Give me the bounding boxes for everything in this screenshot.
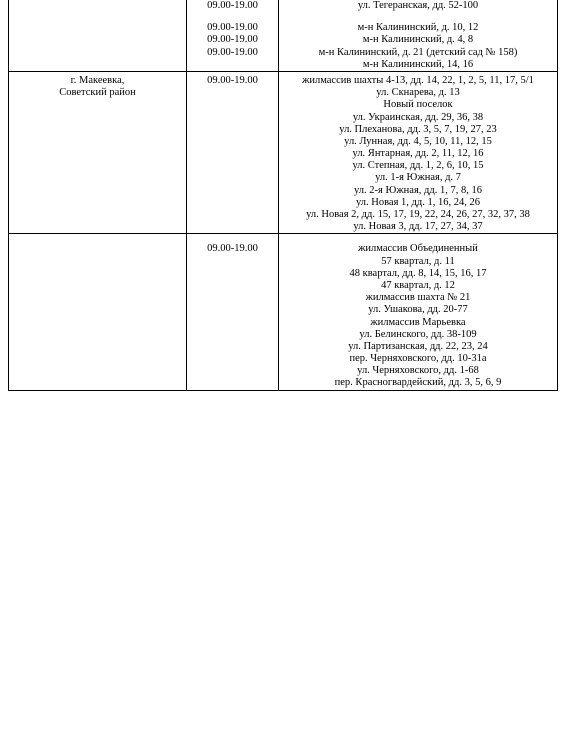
address-cell <box>279 0 558 71</box>
address-line: жилмассив шахта № 21 <box>365 292 471 304</box>
district-cell <box>9 71 187 233</box>
address-line: ул. Степная, дд. 1, 2, 6, 10, 15 <box>352 160 484 172</box>
district-name: Советский район <box>59 87 136 99</box>
time-cell <box>187 0 279 71</box>
address-line: м-н Калининский, д. 21 (детский сад № 158) <box>318 46 518 58</box>
address-line: ул. Янтарная, дд. 2, 11, 12, 16 <box>352 148 484 160</box>
address-line: 57 квартал, д. 11 <box>381 255 455 267</box>
district-text <box>9 0 186 12</box>
time-text: 09.00-19.00 <box>207 0 258 11</box>
time-cell <box>187 71 279 233</box>
address-line: м-н Калининский, д. 10, 12 <box>357 22 479 34</box>
district-city: г. Макеевка, <box>70 74 125 86</box>
address-line: ул. Плеханова, дд. 3, 5, 7, 19, 27, 23 <box>339 123 497 135</box>
address-line: ул. Ушакова, дд. 20-77 <box>368 304 468 316</box>
address-line: ул. Партизанская, дд. 22, 23, 24 <box>348 340 488 352</box>
address-line: пер. Черняховского, дд. 10-31а <box>349 353 487 365</box>
address-line: 48 квартал, дд. 8, 14, 15, 16, 17 <box>349 267 487 279</box>
address-line: Новый поселок <box>383 99 453 111</box>
time-text: 09.00-19.00 <box>207 22 258 34</box>
address-line: ул. Белинского, дд. 38-109 <box>359 328 477 340</box>
address-cell <box>279 71 558 233</box>
address-line: жилмассив шахты 4-13, дд. 14, 22, 1, 2, 5, 11, 17, 5/1 <box>302 74 534 86</box>
address-line: ул. Лунная, дд. 4, 5, 10, 11, 12, 15 <box>344 135 492 147</box>
time-text: 09.00-19.00 <box>207 243 258 255</box>
table-row <box>9 71 558 233</box>
address-line: жилмассив Марьевка <box>370 316 466 328</box>
time-text: 09.00-19.00 <box>207 74 258 86</box>
time-cell <box>187 234 279 390</box>
address-line: ул. Новая 1, дд. 1, 16, 24, 26 <box>356 196 480 208</box>
address-line: м-н Калининский, 14, 16 <box>362 58 474 70</box>
address-line: ул. Скнарева, д. 13 <box>376 87 460 99</box>
address-line: ул. Новая 3, дд. 17, 27, 34, 37 <box>353 221 483 233</box>
district-cell <box>9 0 187 71</box>
time-text: 09.00-19.00 <box>207 46 258 58</box>
address-line: ул. Тегеранская, дд. 52-100 <box>357 0 479 11</box>
address-line: ул. 2-я Южная, дд. 1, 7, 8, 16 <box>354 184 482 196</box>
address-cell <box>279 234 558 390</box>
address-line: ул. Новая 2, дд. 15, 17, 19, 22, 24, 26, 27, 32, 37, 38 <box>306 209 530 220</box>
address-line: пер. Красногвардейский, дд. 3, 5, 6, 9 <box>334 377 502 389</box>
address-line: ул. Черняховского, дд. 1-68 <box>357 365 479 377</box>
outage-schedule-table <box>8 0 558 391</box>
address-line: м-н Калининский, д. 4, 8 <box>362 34 474 46</box>
address-line: жилмассив Объединенный <box>358 243 478 255</box>
address-line: ул. 1-я Южная, д. 7 <box>375 172 461 184</box>
time-text: 09.00-19.00 <box>207 34 258 46</box>
table-row <box>9 234 558 390</box>
address-line: ул. Украинская, дд. 29, 36, 38 <box>352 111 484 123</box>
table-row <box>9 0 558 71</box>
address-list <box>279 75 557 233</box>
address-line: 47 квартал, д. 12 <box>381 279 455 291</box>
district-cell <box>9 234 187 390</box>
